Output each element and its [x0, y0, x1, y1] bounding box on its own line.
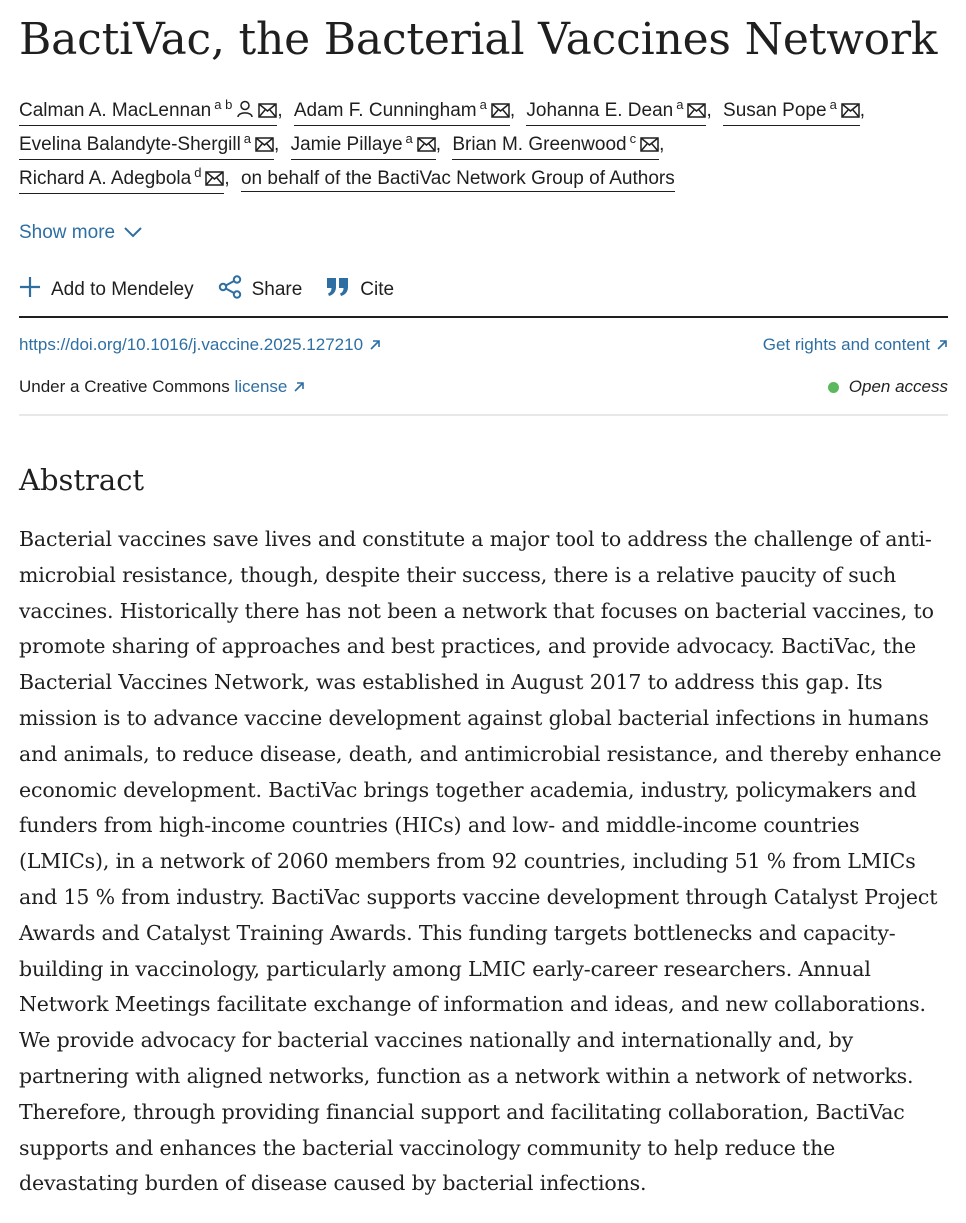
author-link[interactable]: [19, 94, 277, 126]
author-name: Brian M. Greenwood: [452, 134, 627, 155]
cite-button[interactable]: [326, 276, 394, 304]
external-link-icon: [936, 336, 948, 356]
affiliation-sup: a: [243, 131, 252, 146]
author-link[interactable]: [723, 94, 860, 126]
author-list: Calman A. MacLennan $^{a b}$ , Adam F. Cunningham $^a$ , Johanna E. Dean $^a$ , Susan Pope $^a$ , Evelina Balandyte-Shergill $^a$ , Jamie Pillaye $^a$ , Brian M. Greenwood $^c$ , Richard A. Adegbola $^d$ , on behalf of the BactiVac Network Group of Authors: [19, 94, 948, 196]
show-more-button[interactable]: [19, 218, 948, 248]
affiliation-sup: a: [676, 97, 684, 112]
author-name: Adam F. Cunningham: [293, 100, 477, 121]
article-title: BactiVac, the Bacterial Vaccines Network: [19, 14, 938, 65]
email-icon: [687, 102, 706, 124]
get-rights-link[interactable]: [763, 335, 948, 356]
email-icon: [841, 102, 860, 124]
abstract-heading: Abstract: [19, 463, 145, 497]
external-link-icon: [293, 378, 305, 398]
author-link[interactable]: [452, 128, 659, 160]
author-name: Richard A. Adegbola: [19, 168, 192, 189]
article-header: [19, 0, 948, 1223]
author-name: Jamie Pillaye: [290, 134, 403, 155]
quote-icon: [326, 276, 350, 304]
email-icon: [640, 136, 659, 158]
abstract-text: Bacterial vaccines save lives and constitute a major tool to address the challenge of anti-microbial resistance, though, despite their success, there is a relative paucity of such vaccines. Historically there has not been a network that focuses on bacterial vaccines, to promote sharing of approaches and best practices, and provide advocacy. BactiVac, the Bacterial Vaccines Network, was established in August 2017 to address this gap. Its mission is to advance vaccine development against global bacterial infections in humans and animals, to reduce disease, death, and antimicrobial resistance, and thereby enhance economic development. BactiVac brings together academia, industry, policymakers and funders from high-income countries (HICs) and low- and middle-income countries (LMICs), in a network of 2060 members from 92 countries, including 51 % from LMICs and 15 % from industry. BactiVac supports vaccine development through Catalyst Project Awards and Catalyst Training Awards. This funding targets bottlenecks and capacity-building in vaccinology, particularly among LMIC early-career researchers. Annual Network Meetings facilitate exchange of information and ideas, and new collaborations. We provide advocacy for bacterial vaccines nationally and internationally and, by partnering with aligned networks, function as a network within a network of networks. Therefore, through providing financial support and facilitating collaboration, BactiVac supports and enhances the bacterial vaccinology community to help reduce the devastating burden of disease caused by bacterial infections.: [19, 527, 942, 1196]
get-rights-text: Get rights and content: [762, 334, 930, 354]
divider: [19, 414, 948, 416]
open-access-label: Open access: [848, 377, 948, 396]
email-icon: [205, 170, 224, 192]
doi-link[interactable]: [19, 335, 381, 356]
person-icon: [236, 100, 254, 124]
affiliation-sup: a: [405, 131, 413, 146]
affiliation-sup: c: [629, 131, 637, 146]
author-name: Calman A. MacLennan: [19, 100, 212, 121]
group-author-link[interactable]: on behalf of the BactiVac Network Group of Authors: [241, 168, 675, 192]
show-more-label: Show more: [19, 222, 116, 243]
share-button[interactable]: [218, 275, 303, 305]
author-link[interactable]: [291, 128, 436, 160]
affiliation-sup: a: [829, 97, 837, 112]
open-access-dot-icon: [828, 382, 839, 393]
license-link-text: license: [234, 376, 288, 396]
affiliation-sup: d: [194, 165, 202, 180]
external-link-icon: [369, 336, 381, 356]
license-info: [19, 377, 305, 398]
affiliation-sup: a b: [214, 97, 233, 112]
license-prefix: Under a Creative Commons: [19, 376, 230, 396]
email-icon: [258, 102, 277, 124]
author-name: Evelina Balandyte-Shergill: [19, 134, 241, 155]
author-link[interactable]: [526, 94, 706, 126]
author-name: Susan Pope: [723, 100, 827, 121]
open-access-badge: [828, 377, 948, 397]
divider: [19, 316, 948, 318]
author-link[interactable]: [19, 162, 224, 194]
author-link[interactable]: [294, 94, 510, 126]
add-to-mendeley-button[interactable]: [19, 276, 194, 304]
plus-icon: [19, 276, 41, 304]
license-row: [19, 374, 948, 400]
article-actions: [19, 274, 948, 306]
cite-label: Cite: [360, 279, 395, 300]
doi-row: [19, 332, 948, 358]
email-icon: [491, 102, 510, 124]
share-icon: [218, 275, 242, 305]
add-to-mendeley-label: Add to Mendeley: [51, 279, 194, 300]
chevron-down-icon: [123, 222, 143, 244]
author-link[interactable]: [19, 128, 274, 160]
affiliation-sup: a: [479, 97, 487, 112]
email-icon: [255, 136, 274, 158]
email-icon: [417, 136, 436, 158]
author-name: Johanna E. Dean: [526, 100, 674, 121]
share-label: Share: [251, 279, 303, 300]
doi-text: https://doi.org/10.1016/j.vaccine.2025.127210: [19, 334, 364, 354]
license-link[interactable]: [234, 377, 305, 396]
